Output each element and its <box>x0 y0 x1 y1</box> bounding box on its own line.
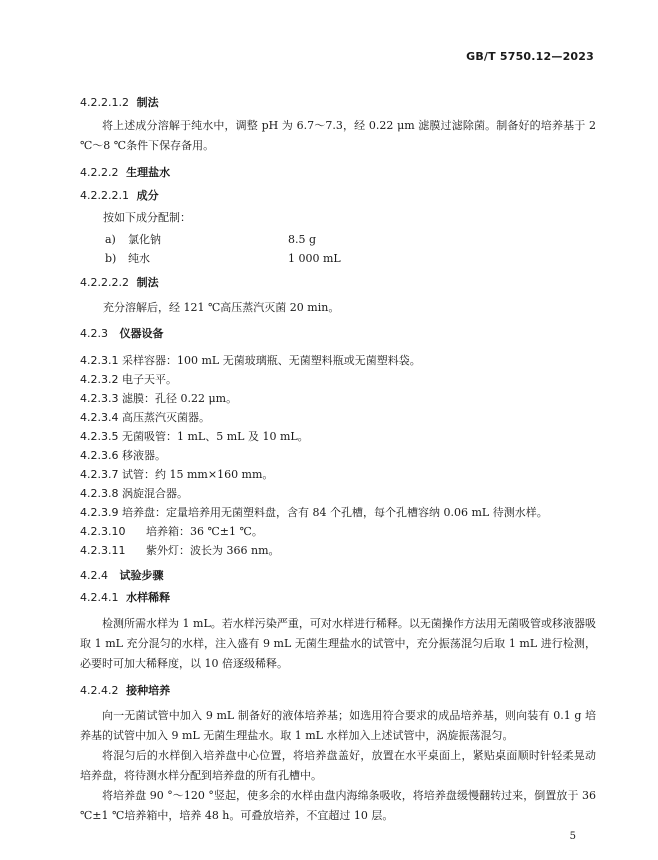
page-number: 5 <box>569 831 576 842</box>
equipment-item: 4.2.3.2 电子天平。 <box>80 373 177 386</box>
paragraph: 向一无菌试管中加入 9 mL 制备好的液体培养基；如选用符合要求的成品培养基，则向装有 0.1 g 培养基的试管中加入 9 mL 无菌生理盐水。取 1 mL 水样加入上述试管中，涡旋振荡混匀。 <box>80 709 596 742</box>
equipment-item: 4.2.3.8 涡旋混合器。 <box>80 487 188 500</box>
paragraph: 将培养盘 90 °～120 °竖起，使多余的水样由盘内海绵条吸收，将培养盘缓慢翻转过来，倒置放于 36 ℃±1 ℃培养箱中，培养 48 h。可叠放培养，不宜超过 10 层。 <box>80 789 596 822</box>
list-item-qty: 1 000 mL <box>288 252 341 265</box>
equipment-item: 4.2.3.6 移液器。 <box>80 449 166 462</box>
list-item-label: b) <box>105 252 117 265</box>
equipment-item: 4.2.3.11 紫外灯：波长为 366 nm。 <box>80 544 280 557</box>
standard-number: GB/T 5750.12—2023 <box>466 50 594 63</box>
list-item-qty: 8.5 g <box>288 233 317 246</box>
section-heading: 4.2.2.2 生理盐水 <box>80 166 171 179</box>
section-heading: 4.2.3 仪器设备 <box>80 327 164 340</box>
equipment-item: 4.2.3.1 采样容器：100 mL 无菌玻璃瓶、无菌塑料瓶或无菌塑料袋。 <box>80 354 421 367</box>
equipment-item: 4.2.3.4 高压蒸汽灭菌器。 <box>80 411 210 424</box>
equipment-item: 4.2.3.9 培养盘：定量培养用无菌塑料盘，含有 84 个孔槽，每个孔槽容纳 0.06 mL 待测水样。 <box>80 506 548 519</box>
paragraph: 将混匀后的水样倒入培养盘中心位置，将培养盘盖好，放置在水平桌面上，紧贴桌面顺时针轻柔晃动培养盘，将待测水样分配到培养盘的所有孔槽中。 <box>80 749 596 782</box>
section-heading: 4.2.2.2.2 制法 <box>80 276 159 289</box>
section-heading: 4.2.4.1 水样稀释 <box>80 591 171 604</box>
list-item-label: a) <box>105 233 116 246</box>
section-heading: 4.2.2.1.2 制法 <box>80 96 159 109</box>
paragraph: 将上述成分溶解于纯水中，调整 pH 为 6.7～7.3，经 0.22 μm 滤膜过滤除菌。制备好的培养基于 2 ℃～8 ℃条件下保存备用。 <box>80 119 596 152</box>
list-item-name: 纯水 <box>128 252 150 265</box>
section-heading: 4.2.4.2 接种培养 <box>80 684 171 697</box>
section-heading: 4.2.4 试验步骤 <box>80 569 164 582</box>
section-heading: 4.2.2.2.1 成分 <box>80 189 159 202</box>
list-item-name: 氯化钠 <box>128 233 161 246</box>
paragraph: 检测所需水样为 1 mL。若水样污染严重，可对水样进行稀释。以无菌操作方法用无菌吸管或移液器吸取 1 mL 充分混匀的水样，注入盛有 9 mL 无菌生理盐水的试管中，充分振荡混匀后取 1 mL 进行检测，必要时可加大稀释度，以 10 倍逐级稀释。 <box>80 617 596 670</box>
equipment-item: 4.2.3.3 滤膜：孔径 0.22 μm。 <box>80 392 238 405</box>
paragraph: 充分溶解后，经 121 ℃高压蒸汽灭菌 20 min。 <box>103 301 340 314</box>
equipment-item: 4.2.3.10 培养箱：36 ℃±1 ℃。 <box>80 525 263 538</box>
paragraph: 按如下成分配制： <box>103 211 191 224</box>
equipment-item: 4.2.3.7 试管：约 15 mm×160 mm。 <box>80 468 274 481</box>
equipment-item: 4.2.3.5 无菌吸管：1 mL、5 mL 及 10 mL。 <box>80 430 309 443</box>
